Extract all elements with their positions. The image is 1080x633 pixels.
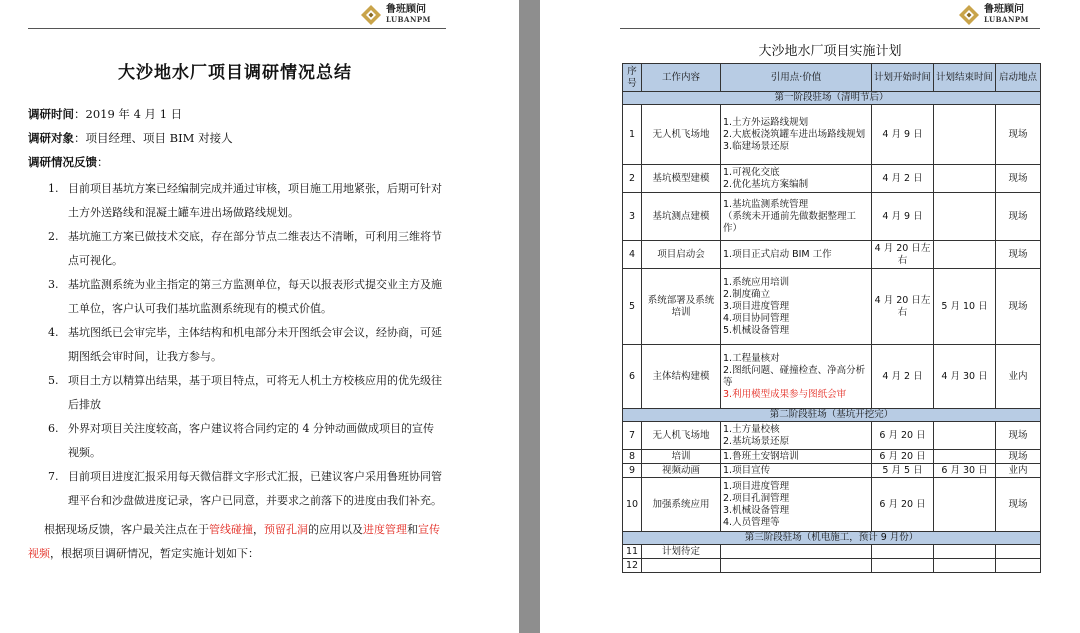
highlight-reserved-holes: 预留孔洞 bbox=[264, 523, 308, 536]
feedback-item: 6. 外界对项目关注度较高，客户建议将合同约定的 4 分钟动画做成项目的宣传视频。 bbox=[48, 422, 434, 459]
feedback-item: 3. 基坑监测系统为业主指定的第三方监测单位，每天以报表形式提交业主方及施工单位，客户认可我们基坑监测系统现有的模式价值。 bbox=[48, 278, 442, 315]
feedback-item: 4. 基坑图纸已会审完毕，主体结构和机电部分未开图纸会审会议，经协商，可延期图纸会审时间，让我方参与。 bbox=[48, 326, 442, 363]
company-logo bbox=[360, 4, 431, 26]
logo-text-cn: 鲁班顾问 bbox=[984, 4, 1024, 15]
table-row: 5 系统部署及系统培训 1.系统应用培训 2.制度确立 3.项目进度管理 4.项目协同管理 5.机械设备管理 4 月 20 日左右 5 月 10 日 现场 bbox=[623, 269, 1041, 345]
table-row: 6 主体结构建模 1.工程量核对 2.图纸问题、碰撞检查、净高分析等 3.利用模型成果参与图纸会审 4 月 2 日 4 月 30 日 业内 bbox=[623, 345, 1041, 409]
table-row: 7 无人机飞场地 1.土方量校核 2.基坑场景还原 6 月 20 日 现场 bbox=[623, 422, 1041, 450]
survey-target-label: 调研对象 bbox=[28, 131, 74, 145]
left-page bbox=[0, 0, 519, 633]
table-row: 8 培训 1.鲁班土安钢培训 6 月 20 日 现场 bbox=[623, 450, 1041, 464]
header-rule bbox=[620, 28, 1040, 29]
survey-date-value: ：2019 年 4 月 1 日 bbox=[74, 107, 183, 121]
page-gap bbox=[519, 0, 540, 633]
table-row: 4 项目启动会 1.项目正式启动 BIM 工作 4 月 20 日左右 现场 bbox=[623, 241, 1041, 269]
survey-target bbox=[28, 130, 233, 146]
implementation-plan-table bbox=[622, 63, 1041, 573]
logo-text-cn: 鲁班顾问 bbox=[386, 4, 426, 15]
phase-row: 第三阶段驻场（机电施工，预计 9 月份） bbox=[623, 532, 1041, 545]
header-points: 引用点·价值 bbox=[721, 64, 872, 92]
header-work: 工作内容 bbox=[642, 64, 721, 92]
table-header-row bbox=[623, 64, 1041, 92]
logo-text-en: LUBANPM bbox=[386, 15, 431, 24]
header-place: 启动地点 bbox=[996, 64, 1041, 92]
survey-target-value: ：项目经理、项目 BIM 对接人 bbox=[74, 131, 233, 145]
header-rule bbox=[28, 28, 446, 29]
survey-date-label: 调研时间 bbox=[28, 107, 74, 121]
survey-date bbox=[28, 106, 182, 122]
header-end: 计划结束时间 bbox=[934, 64, 996, 92]
table-row: 10 加强系统应用 1.项目进度管理 2.项目孔洞管理 3.机械设备管理 4.人员管理等 6 月 20 日 现场 bbox=[623, 478, 1041, 532]
report-title: 大沙地水厂项目调研情况总结 bbox=[118, 63, 352, 83]
table-row: 3 基坑测点建模 1.基坑监测系统管理 （系统未开通前先做数据整理工作） 4 月 9 日 现场 bbox=[623, 193, 1041, 241]
logo-diamond-icon bbox=[360, 4, 382, 26]
highlight-pipeline-collision: 管线碰撞 bbox=[209, 523, 253, 536]
red-highlight-point: 3.利用模型成果参与图纸会审 bbox=[723, 388, 847, 400]
logo-text-en: LUBANPM bbox=[984, 15, 1029, 24]
feedback-item: 7. 目前项目进度汇报采用每天微信群文字形式汇报，已建议客户采用鲁班协同管理平台和沙盘做进度记录，客户已同意，并要求之前落下的进度由我们补充。 bbox=[48, 470, 442, 507]
right-page bbox=[540, 0, 1080, 633]
phase-row: 第二阶段驻场（基坑开挖完） bbox=[623, 409, 1041, 422]
table-row: 2 基坑模型建模 1.可视化交底 2.优化基坑方案编制 4 月 2 日 现场 bbox=[623, 165, 1041, 193]
feedback-heading: 调研情况反馈： bbox=[28, 155, 109, 169]
feedback-label: 调研情况反馈 bbox=[28, 155, 97, 169]
feedback-item: 5. 项目土方以精算出结果，基于项目特点，可将无人机土方校核应用的优先级往后排放 bbox=[48, 374, 442, 411]
feedback-item: 1. 目前项目基坑方案已经编制完成并通过审核，项目施工用地紧张，后期可针对土方外送路线和混凝土罐车进出场做路线规划。 bbox=[48, 182, 442, 219]
summary-paragraph: 根据现场反馈，客户最关注点在于管线碰撞，预留孔洞的应用以及进度管理和宣传视频，根据项目调研情况，暂定实施计划如下： bbox=[28, 523, 440, 560]
feedback-list bbox=[48, 177, 444, 513]
header-start: 计划开始时间 bbox=[872, 64, 934, 92]
plan-title: 大沙地水厂项目实施计划 bbox=[758, 44, 902, 59]
logo-diamond-icon bbox=[958, 4, 980, 26]
company-logo bbox=[958, 4, 1029, 26]
highlight-promo-video: 宣传视频 bbox=[28, 523, 440, 560]
table-row: 1 无人机飞场地 1.土方外运路线规划 2.大底板浇筑罐车进出场路线规划 3.临建场景还原 4 月 9 日 现场 bbox=[623, 105, 1041, 165]
table-row: 11 计划待定 bbox=[623, 545, 1041, 559]
table-row: 9 视频动画 1.项目宣传 5 月 5 日 6 月 30 日 业内 bbox=[623, 464, 1041, 478]
header-no: 序号 bbox=[623, 64, 642, 92]
highlight-progress-mgmt: 进度管理 bbox=[363, 523, 407, 536]
table-row: 12 bbox=[623, 559, 1041, 573]
phase-row: 第一阶段驻场（清明节后） bbox=[623, 92, 1041, 105]
feedback-item: 2. 基坑施工方案已做技术交底，存在部分节点二维表达不清晰，可利用三维将节点可视化。 bbox=[48, 230, 442, 267]
